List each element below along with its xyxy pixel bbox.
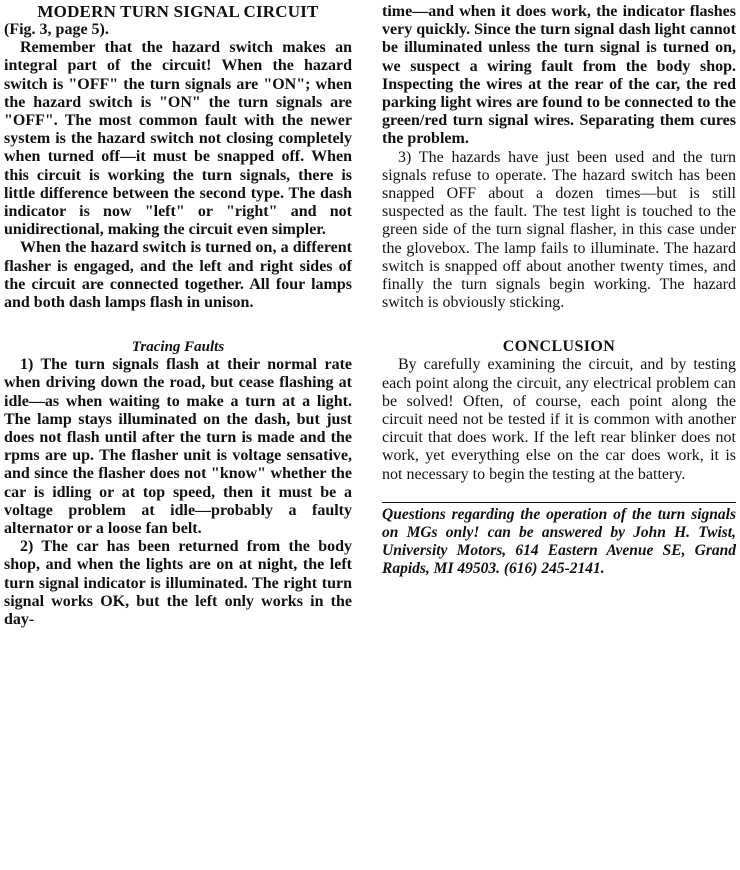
tracing-faults-heading: Tracing Faults	[131, 339, 225, 356]
fault-1-paragraph: 1) The turn signals flash at their normal rate when driving down the road, but cease flashing at idle—as when waiting to make a turn at a light. The lamp stays illuminated on the dash, but just does not flash until after the turn is made and the rpms are up. The flasher unit is voltage sensative, and since the flasher does not "know" whether the car is idling or at top speed, then it must be a voltage problem at idle—probably a faulty alternator or a loose fan belt.	[4, 356, 352, 538]
fault-2-paragraph-end: time—and when it does work, the indicator flashes very quickly. Since the turn signal dash light cannot be illuminated unless the turn signal is turned on, we suspect a wiring fault from the body shop. Inspecting the wires at the rear of the car, the red parking light wires are found to be connected to the green/red turn signal wires. Separating them cures the problem.	[382, 3, 736, 148]
author-credit: Questions regarding the operation of the turn signals on MGs only! can be answered by John H. Twist, University Motors, 614 Eastern Avenue SE, Grand Rapids, MI 49503. (616) 245-2141.	[382, 505, 736, 578]
fault-3-paragraph: 3) The hazards have just been used and the turn signals refuse to operate. The hazard switch has been snapped OFF about a dozen times—but is still suspected as the fault. The test light is touched to the green side of the turn signal flasher, in this case under the glovebox. The lamp fails to illuminate. The hazard switch is snapped off about another twenty times, and finally the turn signals begin working. The hazard switch is obviously sticking.	[382, 148, 736, 312]
paragraph-hazard-flasher: When the hazard switch is turned on, a different flasher is engaged, and the left and right sides of the circuit are connected together. All four lamps and both dash lamps flash in unison.	[4, 239, 352, 312]
right-column	[382, 0, 736, 579]
conclusion-heading: CONCLUSION	[502, 338, 616, 356]
figure-reference: (Fig. 3, page 5).	[4, 21, 109, 38]
conclusion-paragraph: By carefully examining the circuit, and by testing each point along the circuit, any electrical problem can be solved! Often, of course, each point along the circuit need not be tested if it is common with another circuit that does work. If the left rear blinker does not work, yet everything else on the car does work, it is not necessary to begin the testing at the battery.	[382, 356, 736, 483]
fault-2-paragraph-start: 2) The car has been returned from the body shop, and when the lights are on at night, the left turn signal indicator is illuminated. The right turn signal works OK, but the left only works in the day-	[4, 538, 352, 629]
article-title: MODERN TURN SIGNAL CIRCUIT	[37, 2, 319, 21]
left-column	[4, 0, 352, 629]
paragraph-hazard-switch: Remember that the hazard switch makes an integral part of the circuit! When the hazard switch is "OFF" the turn signals are "ON"; when the hazard switch is "ON" the turn signals are "OFF". The most common fault with the newer system is the hazard switch not closing completely when turned off—it must be snapped off. When this circuit is working the turn signals, there is little difference between the second type. The dash indicator is now "left" or "right" and not unidirectional, making the circuit even simpler.	[4, 39, 352, 239]
